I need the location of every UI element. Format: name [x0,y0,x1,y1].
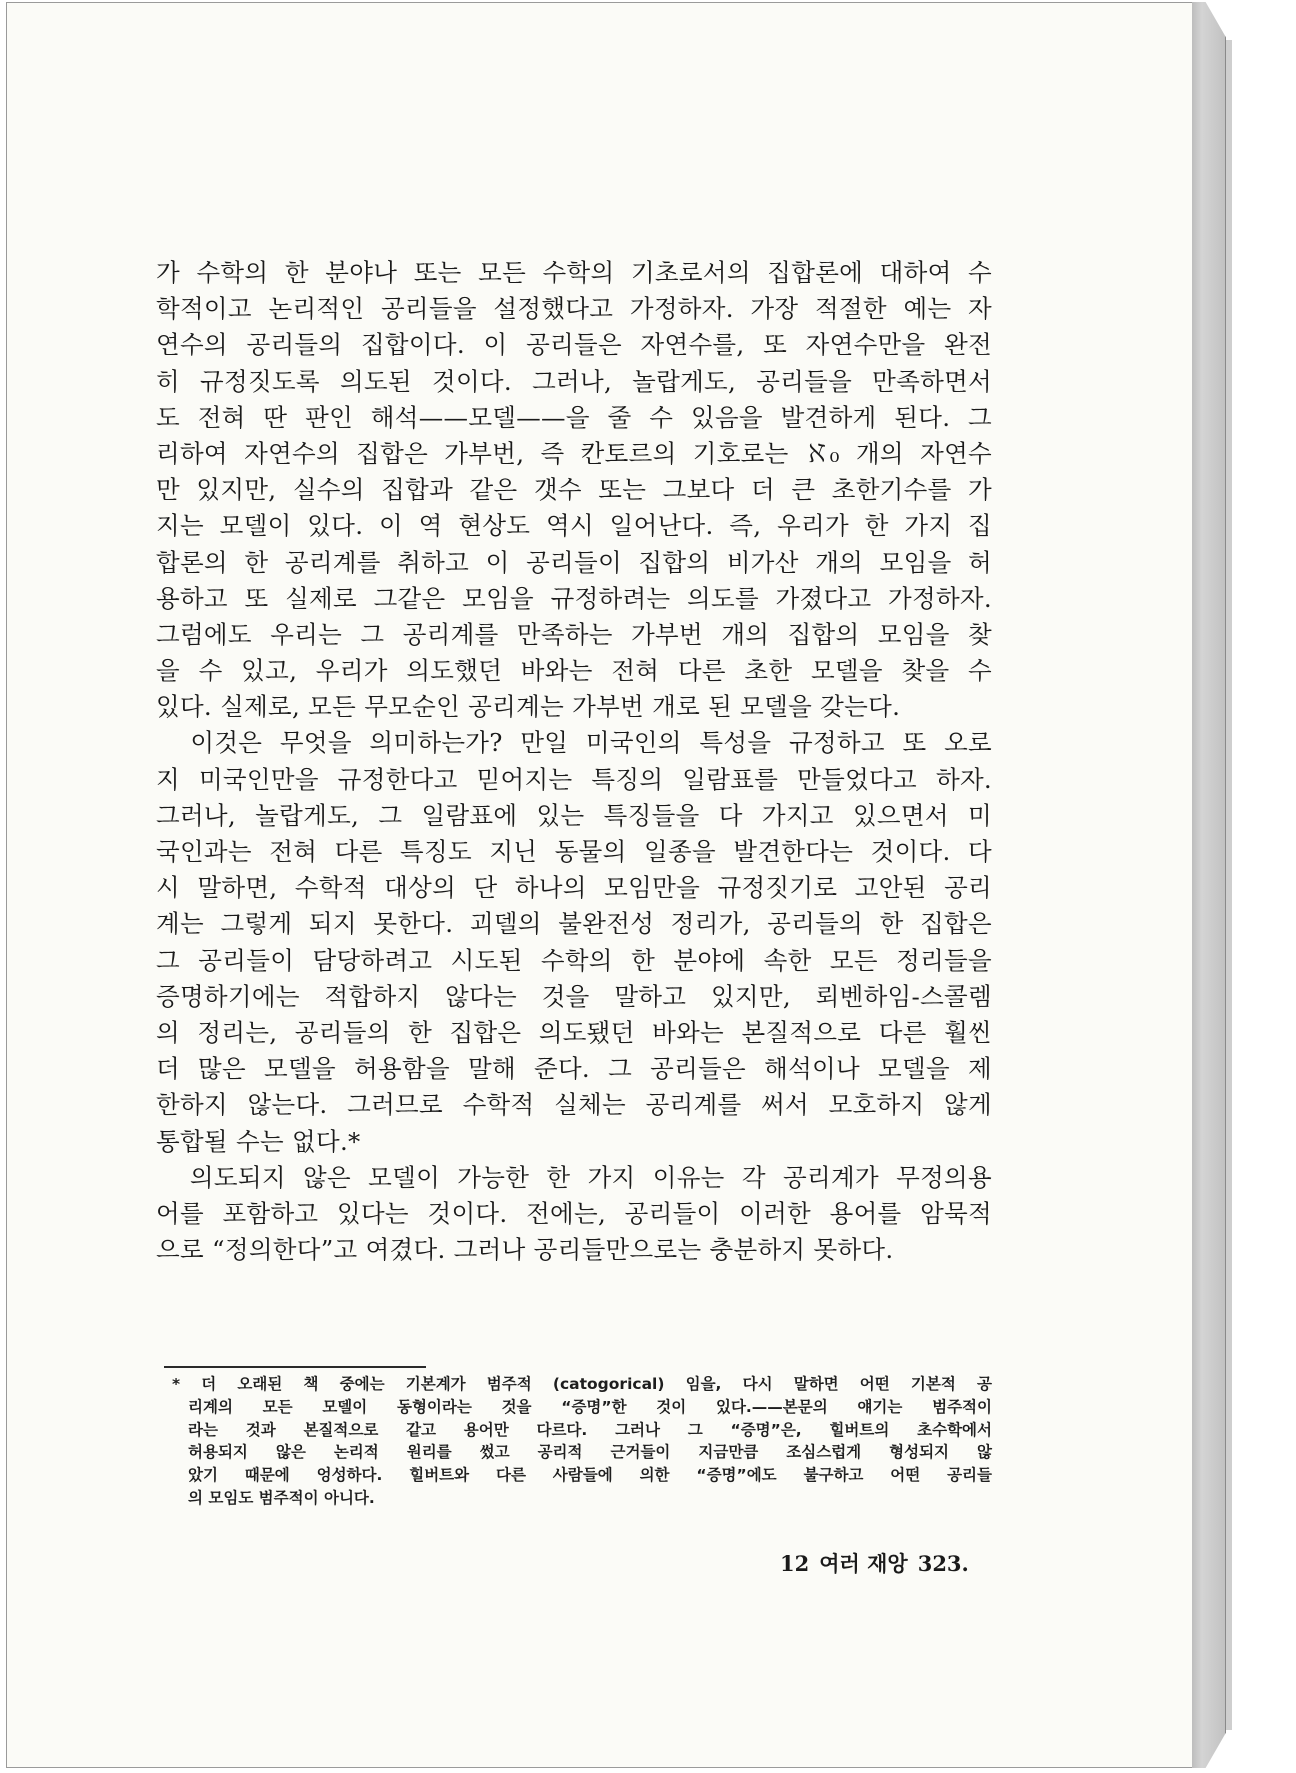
body-line: 그럼에도 우리는 그 공리계를 만족하는 가부번 개의 집합의 모임을 찾 [156,619,992,649]
body-line: 리하여 자연수의 집합은 가부번, 즉 칸토르의 기호로는 ℵ₀ 개의 자연수 [156,438,992,468]
body-line: 시 말하면, 수학적 대상의 단 하나의 모임만을 규정짓기로 고안된 공리 [156,873,992,903]
page-shadow [1226,40,1232,1730]
body-line: 그러나, 놀랍게도, 그 일람표에 있는 특징들을 다 가지고 있으면서 미 [156,800,992,830]
body-line: 의 정리는, 공리들의 한 집합은 의도됐던 바와는 본질적으로 다른 훨씬 [156,1017,992,1047]
footnote-line: 허용되지 않은 논리적 원리를 썼고 공리적 근거들이 지금만큼 조심스럽게 형성되지 않 [188,1443,992,1462]
body-line: 학적이고 논리적인 공리들을 설정했다고 가정하자. 가장 적절한 예는 자 [156,294,992,324]
body-text [156,255,992,1268]
body-line: 통합될 수는 없다.* [156,1126,361,1156]
body-line: 더 많은 모델을 허용함을 말해 준다. 그 공리들은 해석이나 모델을 제 [156,1054,992,1084]
body-line: 어를 포함하고 있다는 것이다. 전에는, 공리들이 이러한 용어를 암묵적 [156,1198,992,1228]
page-stack-edge [1192,2,1226,1768]
footnote [172,1373,992,1510]
footnote-line: * 더 오래된 책 중에는 기본계가 범주적 (catogorical) 임을, 다시 말하면 어떤 기본적 공 [172,1375,992,1393]
body-line: 합론의 한 공리계를 취하고 이 공리들이 집합의 비가산 개의 모임을 허 [156,547,992,577]
body-line: 히 규정짓도록 의도된 것이다. 그러나, 놀랍게도, 공리들을 만족하면서 [156,366,992,396]
body-line: 용하고 또 실제로 그같은 모임을 규정하려는 의도를 가졌다고 가정하자. [156,583,992,613]
footnote-rule [164,1366,426,1368]
body-line: 만 있지만, 실수의 집합과 같은 갯수 또는 그보다 더 큰 초한기수를 가 [156,475,992,505]
footnote-line: 의 모임도 범주적이 아니다. [188,1488,375,1507]
body-line: 이것은 무엇을 의미하는가? 만일 미국인의 특성을 규정하고 또 오로 [156,728,992,758]
body-line: 계는 그렇게 되지 못한다. 괴델의 불완전성 정리가, 공리들의 한 집합은 [156,909,992,939]
body-line: 국인과는 전혀 다른 특징도 지닌 동물의 일종을 발견한다는 것이다. 다 [156,837,992,866]
page-number: 323. [917,1551,969,1576]
footnote-line: 리계의 모든 모델이 동형이라는 것을 “증명”한 것이 있다.——본문의 얘기는 범주적이 [188,1397,992,1416]
running-footer [780,1548,994,1578]
body-line: 그 공리들이 담당하려고 시도된 수학의 한 분야에 속한 모든 정리들을 [156,945,992,975]
body-line: 가 수학의 한 분야나 또는 모든 수학의 기초로서의 집합론에 대하여 수 [156,258,992,287]
chapter-title: 여러 재앙 [819,1551,908,1576]
body-line: 지는 모델이 있다. 이 역 현상도 역시 일어난다. 즉, 우리가 한 가지 집 [156,511,992,541]
body-line: 으로 “정의한다”고 여겼다. 그러나 공리들만으로는 충분하지 못하다. [156,1235,894,1265]
body-line: 증명하기에는 적합하지 않다는 것을 말하고 있지만, 뢰벤하임-스콜렘 [156,981,992,1011]
footnote-line: 라는 것과 본질적으로 같고 용어만 다르다. 그러나 그 “증명”은, 힐버트의 초수학에서 [188,1420,992,1439]
body-line: 연수의 공리들의 집합이다. 이 공리들은 자연수를, 또 자연수만을 완전 [156,330,992,360]
body-line: 지 미국인만을 규정한다고 믿어지는 특징의 일람표를 만들었다고 하자. [156,764,992,794]
body-line: 을 수 있고, 우리가 의도했던 바와는 전혀 다른 초한 모델을 찾을 수 [156,656,992,686]
body-line: 도 전혀 딴 판인 해석——모델——을 줄 수 있음을 발견하게 된다. 그 [156,402,992,432]
body-line: 있다. 실제로, 모든 무모순인 공리계는 가부번 개로 된 모델을 갖는다. [156,692,901,722]
footnote-line: 았기 때문에 엉성하다. 힐버트와 다른 사람들에 의한 “증명”에도 불구하고 어떤 공리들 [188,1466,992,1485]
body-line: 한하지 않는다. 그러므로 수학적 실체는 공리계를 써서 모호하지 않게 [156,1090,992,1120]
body-line: 의도되지 않은 모델이 가능한 한 가지 이유는 각 공리계가 무정의용 [156,1162,992,1192]
chapter-number: 12 [780,1551,810,1576]
